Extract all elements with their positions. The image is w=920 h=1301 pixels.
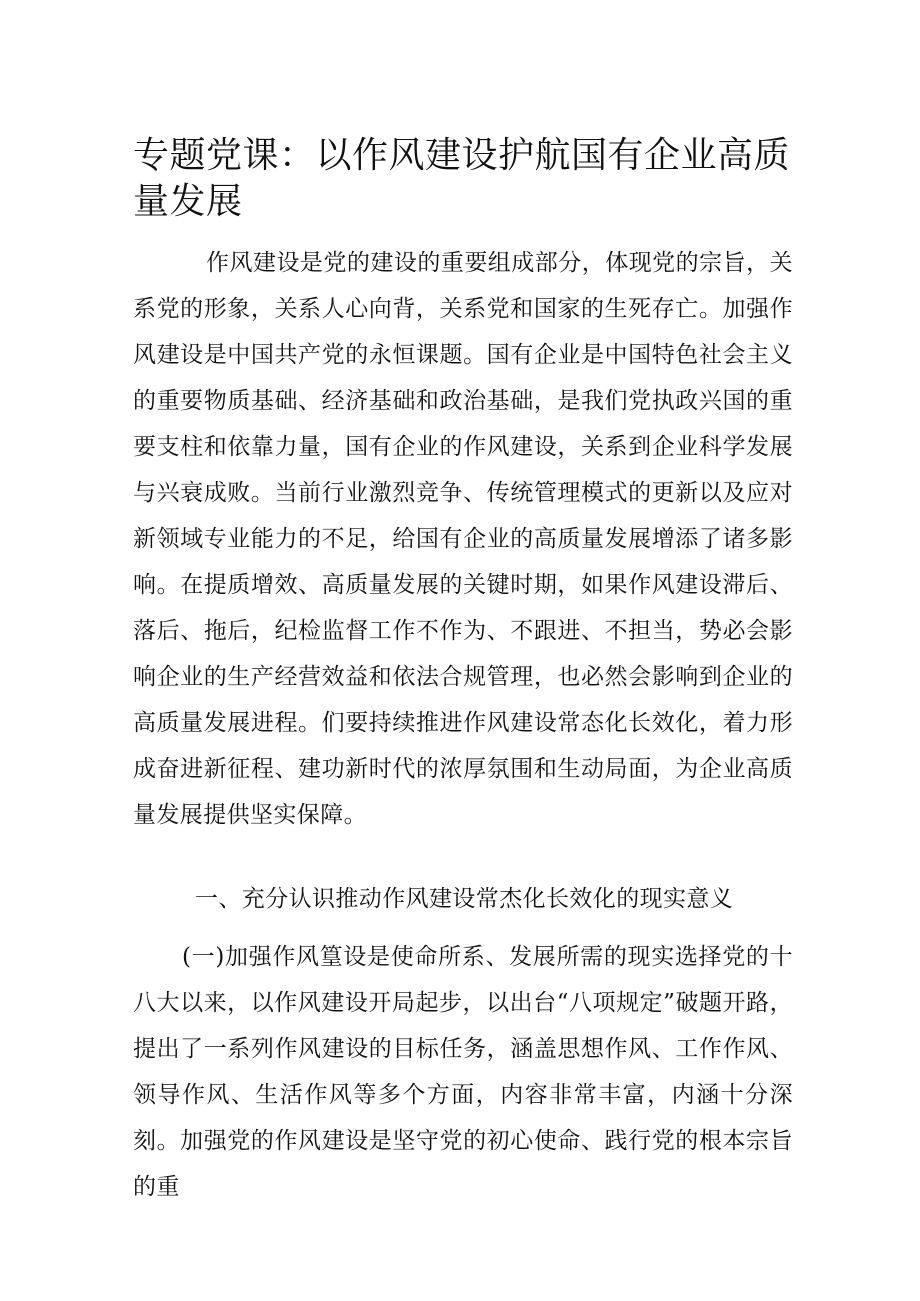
document-title: 专题党课：以作风建设护航国有企业高质量发展 xyxy=(133,135,791,222)
intro-paragraph: 作风建设是党的建设的重要组成部分，体现党的宗旨，关系党的形象，关系人心向背，关系党和国家的生死存亡。加强作风建设是中国共产党的永恒课题。国有企业是中国特色社会主义的重要物质基础、经济基础和政治基础，是我们党执政兴国的重要支柱和依靠力量，国有企业的作风建设，关系到企业科学发展与兴衰成败。当前行业激烈竞争、传统管理模式的更新以及应对新领域专业能力的不足，给国有企业的高质量发展增添了诸多影响。在提质增效、高质量发展的关键时期，如果作风建设滞后、落后、拖后，纪检监督工作不作为、不跟进、不担当，势必会影响企业的生产经营效益和依法合规管理，也必然会影响到企业的高质量发展进程。们要持续推进作风建设常态化长效化，着力形成奋进新征程、建功新时代的浓厚氛围和生动局面，为企业高质量发展提供坚实保障。 xyxy=(133,250,793,828)
section-heading: 一、充分认识推动作风建设常杰化长效化的现实意义 xyxy=(195,886,734,912)
subsection-paragraph: (一)加强作风篁设是使命所系、发展所需的现实选择党的十八大以来，以作风建设开局起步，以出台“八项规定”破题开路，提出了一系列作风建设的目标任务，涵盖思想作风、工作作风、领导作风、生活作风等多个方面，内容非常丰富，内涵十分深刻。加强党的作风建设是坚守党的初心使命、践行党的根本宗旨的重 xyxy=(133,944,793,1200)
